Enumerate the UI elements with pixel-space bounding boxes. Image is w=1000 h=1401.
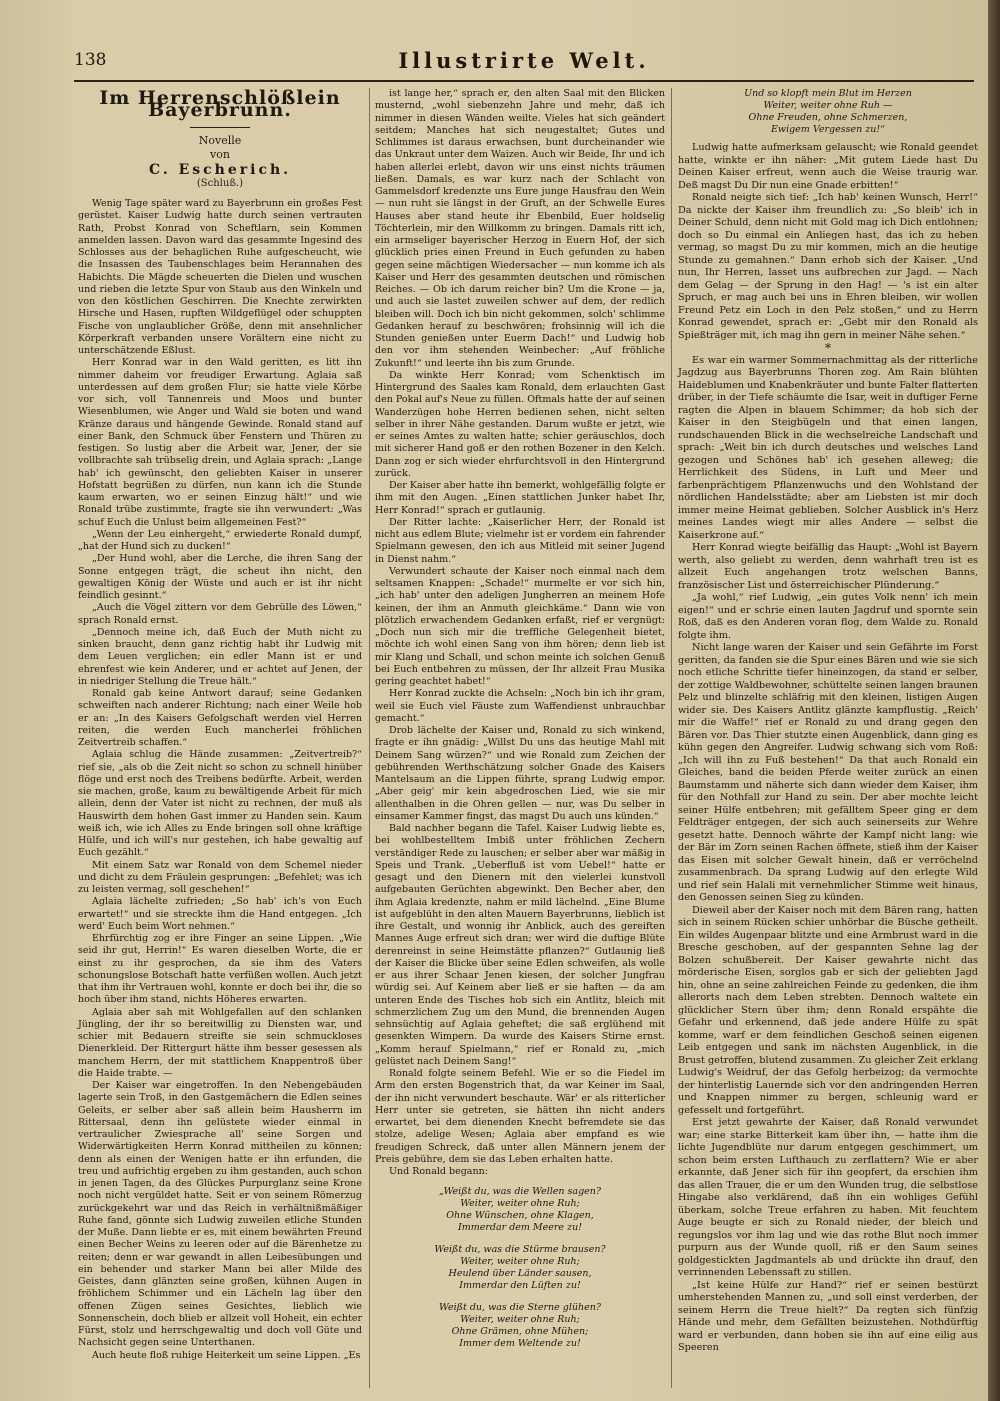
article-by: von [210,147,230,161]
paragraph: Aglaia lächelte zufrieden; „So hab' ich's von Euch erwartet!“ und sie streckte ihm die Hand entgegen. „Ich werd' Euch beim Wort nehmen.“ [78,896,362,932]
paragraph: Auch heute floß ruhige Heiterkeit um seine Lippen. „Es [92,1349,361,1361]
paragraph: Ludwig hatte aufmerksam gelauscht; wie Ronald geendet hatte, winkte er ihn näher: „Mit gutem Liede hast Du Deinen Kaiser erfreut, wenn auch die Weise traurig war. Deß magst Du Dir nun eine Gnade erbitten!“ [678,142,978,191]
poem-line: Weiter, weiter ohne Ruh; [460,1198,580,1210]
poem-stanza [375,1302,665,1350]
poem-line: Weiter, weiter ohne Ruh; [460,1314,580,1326]
paragraph: Es war ein warmer Sommernachmittag als der ritterliche Jagdzug aus Bayerbrunns Thoren zog. Am Rain blühten Haideblumen und Knabenkräuter und bunte Falter flatterten drüber, in der Tiefe schäumte die Isar, weit in duftiger Ferne ragten die Alpen in blauem Schimmer; da hob sich der Kaiser in den Steigbügeln und that einen langen, rundschauenden Blick in die wechselreiche Landschaft und sprach: „Weit bin ich durch deutsches und welsches Land gezogen und Schönes hab' ich gesehen alleweg; die Herrlichkeit des Südens, in Luft und Meer und farbenprächtigem Pflanzenwuchs und den Wohlstand der nördlichen Handelsstädte; aber am Liebsten ist mir doch immer meine Heimat geblieben. Solcher Ausblick in's Herz meines Landes wiegt mir alles Andere — selbst die Kaiserkrone auf.“ [678,354,978,541]
poem-line: Heulend über Länder sausen, [448,1268,592,1280]
poem [375,1186,665,1350]
column-divider [671,88,672,1388]
paragraph: „Ja wohl,“ rief Ludwig, „ein gutes Volk nenn' ich mein eigen!“ und er schrie einen lauten Jagdruf und spornte sein Roß, daß es den Anderen voran flog, dem Walde zu. Ronald folgte ihm. [678,592,978,641]
paragraph: Aglaia schlug die Hände zusammen: „Zeitvertreib?“ rief sie, „als ob die Zeit nicht so schon zu schnell hinüber flöge und erst noch des Treibens bedürfte. Arbeit, werden sie machen, große, kaum zu bewältigende Arbeit für mich allein, denn der Vater ist nicht zu rechnen, der muß als Hauswirth dem hohen Gast immer zu Handen sein. Kaum weiß ich, wie ich Alles zu Ende bringen soll ohne kräftige Hülfe, und ich will's nur gestehen, ich habe gewaltig auf Euch gezählt.“ [78,749,362,859]
paragraph: * [825,341,831,355]
paragraph: Bald nachher begann die Tafel. Kaiser Ludwig liebte es, bei wohlbestelltem Imbiß unter fröhlichen Zechern verständiger Rede zu lauschen; er selber aber war mäßig in Speis und Trank. „Ueberfluß ist vom Uebel!“ hatte er gesagt und den Dienern mit den vielerlei kunstvoll aufgebauten Gerüchten abgewinkt. Den Becher aber, den ihm Aglaia kredenzte, nahm er mild lächelnd. „Eine Blume ist aufgeblüht in den alten Mauern Bayerbrunns, lieblich ist ihre Gestalt, und wonnig ihr Anblick, auch des gereiften Mannes Auge erfreut sich dran; wer wird die duftige Blüte derenreinst in seine Heimstätte pflanzen?“ Gutlaunig ließ der Kaiser die Blicke über seine Edlen schweifen, als wolle er aus ihrer Schaar Jenen kiesen, der solcher Jungfrau würdig sei. Auf Keinem aber ließ er sie haften — da am unteren Ende des Tisches hob sich ein Antlitz, bleich mit schmerzlichem Zug um den Mund, die brennenden Augen sehnsüchtig auf Aglaia geheftet; die saß erglühend mit gesenkten Wimpern. Da wurde des Kaisers Stirne ernst. „Komm herauf Spielmann,“ rief er Ronald zu, „mich gelüstet nach Deinem Sang!“ [375,823,665,1067]
paragraph: „Der Hund wohl, aber die Lerche, die ihren Sang der Sonne entgegen trägt, die scheut ihn nicht, den gewaltigen König der Wüste und auch er ist ihr nicht feindlich gesinnt.“ [78,553,362,601]
poem-line: Und so klopft mein Blut im Herzen [744,88,912,99]
paragraph: „Wenn der Leu einhergeht,“ erwiederte Ronald dumpf, „hat der Hund sich zu ducken!“ [78,528,362,552]
paragraph: Mit einem Satz war Ronald von dem Schemel nieder und dicht zu dem Fräulein gesprungen: „Befehlet; was ich zu leisten vermag, soll geschehen!“ [78,859,362,895]
poem-line: Ewigem Vergessen zu!“ [771,124,885,135]
paragraph: Erst jetzt gewahrte der Kaiser, daß Ronald verwundet war; eine starke Bitterkeit kam über ihn, — hatte ihm die lichte Jugendblüte nur darum entgegen geschimmert, um schon beim ersten Lufthauch zu zerflattern? Wie er aber erkannte, daß Jener sich für ihn geopfert, da erschien ihm das allen Trauer, die er um den Wunden trug, die selbstlose Hingabe also verklärend, daß ihn ein wohliges Gefühl überkam, solche Treue erfahren zu haben. Mit feuchtem Auge beugte er sich zu Ronald nieder, der bleich und regungslos vor ihm lag und wie das rothe Blut noch immer purpurn aus der Wunde quoll, riß er den Saum seines goldgestickten Jagdmantels ab und drückte ihn drauf, den verrinnenden Lebenssaft zu stillen. [678,1117,978,1278]
column-divider [369,88,370,1388]
poem-stanza [375,1186,665,1234]
paragraph: Ehrfürchtig zog er ihre Finger an seine Lippen. „Wie seid ihr gut, Herrin!“ Es waren dieselben Worte, die er einst zu ihr gesprochen, da sie ihm des Vaters schonungslose Botschaft hatte verfüßen wollen. Auch jetzt that ihm ihr Vertrauen wohl, konnte er doch bei ihr, die so hoch über ihm stand, nichts Höheres erwarten. [78,933,362,1006]
poem-line: Weiter, weiter ohne Ruh — [763,100,893,111]
column-2-body [375,88,665,1178]
paragraph: Der Ritter lachte: „Kaiserlicher Herr, der Ronald ist nicht aus edlem Blute; vielmehr ist er vordem ein fahrender Spielmann gewesen, den ich aus Mitleid mit seiner Jugend in Dienst nahm.“ [375,516,665,565]
journal-title: Illustrirte Welt. [398,48,650,73]
paragraph: Aglaia aber sah mit Wohlgefallen auf den schlanken Jüngling, der ihr so bereitwillig zu Diensten war, und schier mit Bedauern streifte sie sein schmuckloses Dienerkleid. Der Rittergurt hätte ihm besser gesessen als manchem Herrn, der mit stattlichem Knappentroß über die Haide trabte. — [78,1006,362,1079]
poem-line: Weißt du, was die Sterne glühen? [439,1302,601,1314]
paragraph: Dieweil aber der Kaiser noch mit dem Bären rang, hatten sich in seinem Rücken schier unhörbar die Büsche getheilt. Ein wildes Augenpaar blitzte und eine Armbrust ward in die Bresche geschoben, auf der gespannten Sehne lag der Bolzen schußbereit. Der Kaiser gewahrte nicht das mörderische Eisen, sorglos gab er sich der geliebten Jagd hin, ohne an seine zahlreichen Feinde zu gedenken, die ihm allerorts nach dem Leben strebten. Dennoch waltete ein glücklicher Stern über ihm; denn Ronald erspähte die Gefahr und erkennend, daß jede andere Hülfe zu spät komme, warf er dem feindlichen Geschoß seinen eigenen Leib entgegen und sank im nächsten Augenblick, in die Brust getroffen, blutend zusammen. Zu gleicher Zeit erklang Ludwig's Weidruf, der das Gefolg herbeizog; da vermochte der hinterlistig Lauernde sich vor den andringenden Herren und Knappen nimmer zu bergen, schleunig ward er gefesselt und fortgeführt. [678,904,978,1116]
article-genre: Novelle [198,133,242,147]
article-title: Im Herrenschlößlein Bayerbrunn. [99,87,341,122]
poem-line: Ohne Freuden, ohne Schmerzen, [748,112,908,123]
title-divider [190,127,250,128]
poem-end [678,88,978,136]
column-2 [375,88,665,1360]
paragraph: Da winkte Herr Konrad; vom Schenktisch im Hintergrund des Saales kam Ronald, dem erlauchten Gast den Pokal auf's Neue zu füllen. Oftmals hatte der auf seinen Wanderzügen hohe Herren bedienen sehen, nicht selten selber in ihrer Nähe gestanden. Darum wußte er jetzt, wie er seines Amtes zu walten hatte; schier geräuschlos, doch mit sicherer Hand goß er den rothen Bozener in den Kelch. Dann zog er sich wieder ehrfurchtsvoll in den Hintergrund zurück. [375,369,665,479]
paragraph: Nicht lange waren der Kaiser und sein Gefährte im Forst geritten, da fanden sie die Spur eines Bären und wie sie sich noch etliche Schritte tiefer hineinzogen, da stand er selber, der zottige Waldbewohner, schüttelte seinen langen braunen Pelz und blinzelte schläfrig mit den kleinen, listigen Augen wider sie. Des Kaisers Antlitz glänzte kampflustig. „Reich' mir die Waffe!“ rief er Ronald zu und drang gegen den Bären vor. Das Thier stutzte einen Augenblick, dann ging es kühn gegen den Angreifer. Ludwig schwang sich vom Roß: „Ich will ihn zu Fuß bestehen!“ Da that auch Ronald ein Gleiches, band die beiden Pferde weiter zurück an einen Baumstamm und näherte sich dann wieder dem Kaiser, ihm für den Nothfall zur Hand zu sein. Der aber mochte leicht seiner Hülfe entbehren; mit gefälltem Speer ging er dem Feldträger entgegen, der sich auch seinerseits zur Wehre gesetzt hatte. Dennoch währte der Kampf nicht lang: wie der Bär im Zorn seinen Rachen öffnete, stieß ihm der Kaiser das Eisen mit solcher Gewalt hinein, daß er verröchelnd zusammenbrach. Da sprang Ludwig auf den erlegte Wild und rief sein Halali mit vernehmlicher Stimme weit hinaus, den Genossen seinen Sieg zu künden. [678,642,978,903]
column-3 [678,88,978,1355]
paragraph: Und Ronald begann: [389,1166,488,1177]
article-author: C. Escherich. [148,161,292,178]
poem-line: Weiter, weiter ohne Ruh; [460,1256,580,1268]
poem-line: Weißt du, was die Stürme brausen? [434,1244,606,1256]
column-1-body [78,198,362,1362]
page-number: 138 [74,50,107,70]
poem-line: Immerdar den Lüften zu! [459,1280,581,1292]
paragraph: Ronald neigte sich tief: „Ich hab' keinen Wunsch, Herr!“ Da nickte der Kaiser ihm freundlich zu: „So bleib' ich in Deiner Schuld, denn nicht mit Gold mag ich Dich entlohnen; doch so Du einmal ein Anliegen hast, das ich zu heben vermag, so magst Du zu mir kommen, mich an die heutige Stunde zu gemahnen.“ Dann erhob sich der Kaiser. „Und nun, Ihr Herren, lasset uns aufbrechen zur Jagd. — Nach dem Gelag — der Sprung in den Hag! — 's ist ein alter Spruch, er mag auch bei uns in Ehren bleiben, wir wollen Freund Petz ein Loch in den Pelz stoßen,“ und zu Herrn Konrad gewendet, sprach er: „Gebt mir den Ronald als Spießträger mit, ich mag ihn gern in meiner Nähe sehen.“ [678,192,978,341]
paragraph: Herr Konrad zuckte die Achseln: „Noch bin ich ihr gram, weil sie Euch viel Fäuste zum Waffendienst unbrauchbar gemacht.“ [375,688,665,724]
poem-line: Ohne Wünschen, ohne Klagen, [446,1210,594,1222]
column-1 [78,88,362,1362]
paragraph: Der Kaiser aber hatte ihn bemerkt, wohlgefällig folgte er ihm mit den Augen. „Einen stattlichen Junker habet Ihr, Herr Konrad!“ sprach er gutlaunig. [375,480,665,516]
paragraph: „Ist keine Hülfe zur Hand?“ rief er seinen bestürzt umherstehenden Mannen zu, „und soll einst verderben, der seinem Herrn die Treue hielt?“ Da regten sich fünfzig Hände und mehr, dem Gefällten beizustehen. Nothdürftig ward er verbunden, dann hoben sie ihn auf eine eilig aus Speeren [678,1279,978,1353]
paragraph: Wenig Tage später ward zu Bayerbrunn ein großes Fest gerüstet. Kaiser Ludwig hatte durch seinen vertrauten Rath, Probst Konrad von Scheftlarn, sein Kommen anmelden lassen. Davon ward das gesammte Ingesind des Schlosses aus der behaglichen Ruhe aufgescheucht, wie die Insassen des Taubenschlages beim Herannahen des Habichts. Die Mägde scheuerten die Dielen und wuschen und rieben die letzte Spur von Staub aus den Winkeln und von den köstlichen Geschirren. Die Knechte zerwirkten Hirsche und Hasen, rupften Wildgeflügel oder schuppten Fische von unglaublicher Größe, denn mit ansehnlicher Körperkraft verbanden unsere Vorältern eine nicht zu unterschätzende Eßlust. [78,198,362,356]
poem-line: Ohne Grämen, ohne Mühen; [451,1326,589,1338]
poem-line: „Weißt du, was die Wellen sagen? [438,1186,601,1198]
paragraph: Ronald folgte seinem Befehl. Wie er so die Fiedel im Arm den ersten Bogenstrich that, da war Keiner im Saal, der ihn nicht verwundert beschaute. Wär' er als ritterlicher Herr unter sie getreten, sie hätten ihn nicht anders erwartet, bei dem dienenden Knecht befremdete sie das stolze, adelige Wesen; Aglaia aber empfand es wie freudigen Schreck, daß unter allen Männern jenem der Preis gebühre, dem sie das Leben erhalten hatte. [375,1068,665,1165]
adjacent-page-edge [988,0,1000,1401]
article-note: (Schluß.) [196,177,244,189]
poem-line: Immer dem Weltende zu! [459,1338,581,1350]
paragraph: Verwundert schaute der Kaiser noch einmal nach dem seltsamen Knappen: „Schade!“ murmelte er vor sich hin, „ich hab' unter den adeligen Jungherren an meinem Hofe keinen, der ihm an Anmuth gleichkäme.“ Dann wie von plötzlich erwachendem Gedanken erfaßt, rief er vergnügt: „Doch nun sich mir die treffliche Gelegenheit bietet, möchte ich wohl einen Sang von ihm hören; denn lieb ist mir Klang und Schall, und schon meinte ich solchen Genuß bei Euch entbehren zu müssen, der Ihr allzeit Frau Musika gering geachtet habet!“ [375,565,665,687]
column-3-body [678,142,978,1355]
page-header [74,50,974,82]
paragraph: ist lange her,“ sprach er, den alten Saal mit den Blicken musternd, „wohl siebenzehn Jahre und mehr, daß ich nimmer in diesen Wänden weilte. Vieles hat sich geändert seitdem; Manches hat sich neugestaltet; Gutes und Schlimmes ist daraus erwachsen, bunt durcheinander wie das Unkraut unter dem Waizen. Auch wir Beide, Ihr und ich haben allerlei erlebt, davon wir uns einst nichts träumen ließen. Damals, es war kurz nach der Schlacht von Gammelsdorf kredenzte uns Eure junge Hausfrau den Wein — nun ruht sie längst in der Gruft, an der Schwelle Eures Hauses aber stand heute ihr Ebenbild, Euer holdselig Töchterlein, mir den Willkomm zu bringen. Damals ritt ich, ein armseliger bayerischer Herzog in Euern Hof, der sich glücklich pries einen Freund in Euch gefunden zu haben gegen seine mächtigen Wiedersacher — nun komme ich als Kaiser und Herr des gesammten deutschen und römischen Reiches. — Ob ich darum reicher bin? Um die Krone — ja, und auch sie lastet zuweilen schwer auf dem, der redlich bleiben will. Doch ich bin nicht gekommen, solch' schlimme Gedanken herauf zu beschwören; frohsinnig will ich die Stunden genießen unter Euerm Dach!“ und Ludwig hob den vor ihm stehenden Weinbecher: „Auf fröhliche Zukunft!“ und leerte ihn bis zum Grunde. [375,88,665,369]
paragraph: „Auch die Vögel zittern vor dem Gebrülle des Löwen,“ sprach Ronald ernst. [78,602,362,626]
poem-stanza [375,1244,665,1292]
paragraph: Herr Konrad war in den Wald geritten, es litt ihn nimmer daheim vor freudiger Erwartung. Aglaia saß unterdessen auf dem großen Flur; sie hatte viele Körbe vor sich, voll Tannenreis und Moos und bunter Wiesenblumen, wie Anger und Wald sie boten und wand Kränze daraus und hängende Gewinde. Ronald stand auf einer Bank, den Schmuck über Fenstern und Thüren zu festigen. So lustig aber die Arbeit war, Jener, der sie vollbrachte sah trübselig drein, und Aglaia sprach: „Lange hab' ich gewünscht, den geliebten Kaiser in unserer Hofstatt begrüßen zu dürfen, nun kann ich die Stunde kaum erwarten, wo er seinen Einzug hält!“ und wie Ronald trübe zustimmte, fragte sie ihn verwundert: „Was schuf Euch die Unlust beim allgemeinen Fest?“ [78,357,362,528]
poem-line: Immerdar dem Meere zu! [457,1222,583,1234]
paragraph: Drob lächelte der Kaiser und, Ronald zu sich winkend, fragte er ihn gnädig: „Willst Du uns das heutige Mahl mit Deinem Sang würzen?“ und wie Ronald zum Zeichen der gebührenden Werthschätzung solcher Gnade des Kaisers Mantelsaum an die Lippen führte, sprang Ludwig empor. „Aber geig' mir kein abgedroschen Lied, wie sie mir allenthalben in die Ohren gellen — nur, was Du selber in einsamer Kammer fingst, das magst Du auch uns künden.“ [375,725,665,822]
paragraph: „Dennoch meine ich, daß Euch der Muth nicht zu sinken braucht, denn ganz richtig habt ihr Ludwig mit dem Leuen verglichen; ein edler Mann ist er und ehrenfest wie kein Anderer, und er achtet auf Jenen, der in niedriger Stellung die Treue hält.“ [78,626,362,687]
paragraph: Ronald gab keine Antwort darauf; seine Gedanken schweiften nach anderer Richtung; nach einer Weile hob er an: „In des Kaisers Gefolgschaft werden viel Herren reiten, die werden Euch mancherlei fröhlichen Zeitvertreib schaffen.“ [78,688,362,748]
paragraph: Der Kaiser war eingetroffen. In den Nebengebäuden lagerte sein Troß, in den Gastgemächern die Edlen seines Geleits, er selber aber saß allein beim Hausherrn im Rittersaal, denn ihn gelüstete wieder einmal in vertraulicher Zwiesprache all' seine Sorgen und Widerwärtigkeiten Herrn Konrad mittheilen zu können; denn als einen der Wenigen hatte er ihn erfunden, die treu und aufrichtig ergeben zu ihm gestanden, auch schon in jenen Tagen, da des Glückes Purpurglanz seine Krone noch nicht vergüldet hatte. Seit er von seinem Römerzug zurückgekehrt war und das Reich in verhältnißmäßiger Ruhe fand, gönnte sich Ludwig zuweilen etliche Stunden der Muße. Dann liebte er es, mit einem bewährten Freund einen Becher Weins zu leeren oder auf die Bärenhetze zu reiten; denn er war gewandt in allen Leibesübungen und ein behender und starker Mann bei aller Milde des Geistes, dann glänzten seine großen, kühnen Augen in fröhlichem Schimmer und ein Lächeln lag über den offenen Zügen seines Gesichtes, lieblich wie Sonnenschein, doch blieb er allzeit voll Hoheit, ein echter Fürst, stolz und herrschgewaltig und doch voll Güte und Nachsicht gegen seine Unterthanen. [78,1080,362,1349]
paragraph: Herr Konrad wiegte beifällig das Haupt: „Wohl ist Bayern werth, also geliebt zu werden, denn wahrhaft treu ist es allzeit Euch angehangen trotz welschen Banns, französischer List und österreichischer Plünderung.“ [678,542,978,591]
